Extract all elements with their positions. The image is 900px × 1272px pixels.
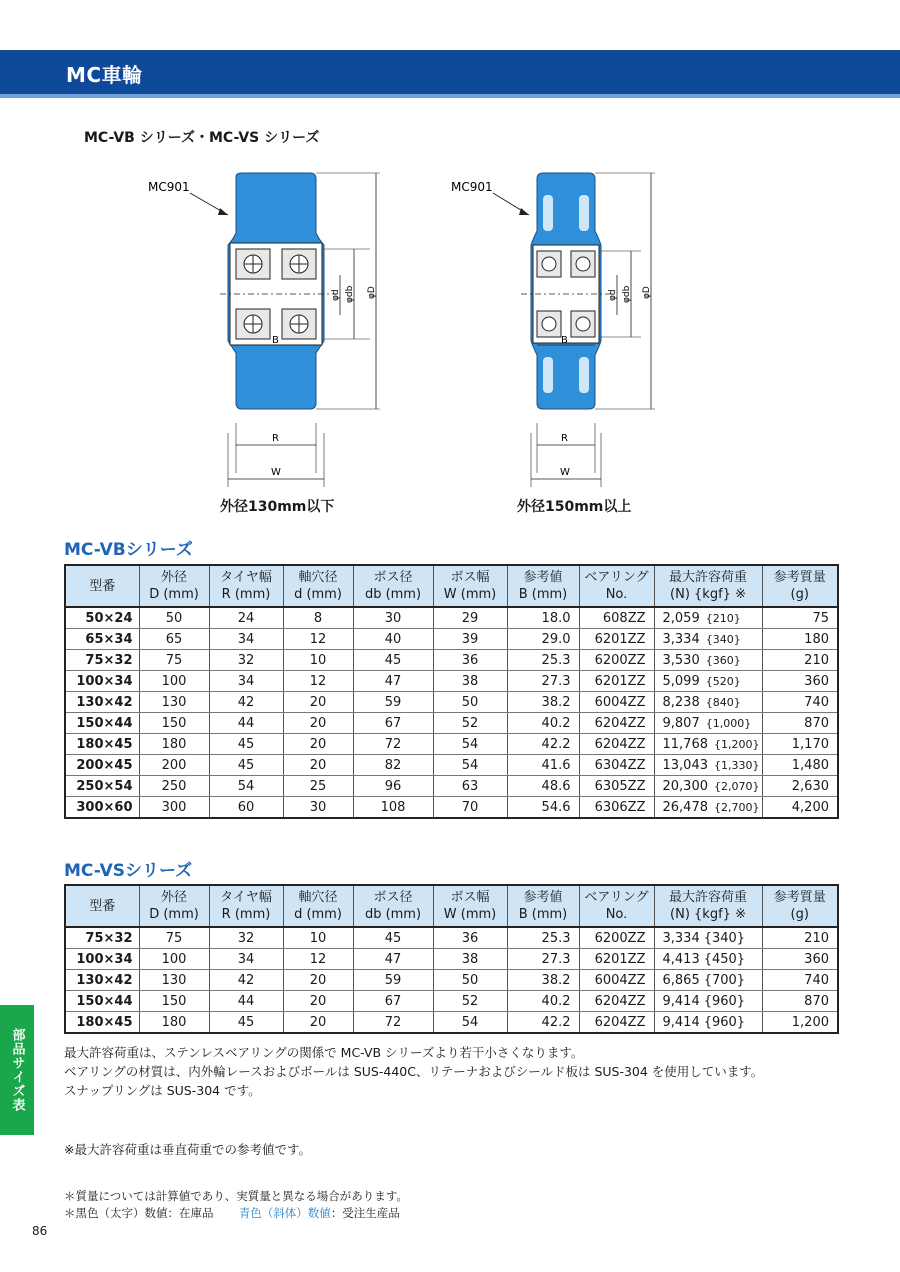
cell-b: 54.6 (507, 797, 579, 819)
cell-r: 24 (209, 607, 283, 629)
svg-text:W: W (271, 467, 281, 478)
caption-small-wheel: 外径130mm以下 (220, 499, 335, 515)
column-header: ボス径 db (mm) (353, 885, 433, 927)
column-header: 軸穴径 d (mm) (283, 885, 353, 927)
cell-db: 47 (353, 671, 433, 692)
small-note-line (64, 1205, 408, 1222)
cell-db: 96 (353, 776, 433, 797)
cell-mass: 1,170 (762, 734, 838, 755)
svg-text:W: W (560, 467, 570, 478)
cell-d: 130 (139, 970, 209, 991)
cell-w: 54 (433, 755, 507, 776)
cell-b: 38.2 (507, 692, 579, 713)
cell-d: 12 (283, 949, 353, 970)
cell-d: 20 (283, 991, 353, 1012)
cell-model: 100×34 (65, 949, 139, 970)
vs-table-header (65, 885, 838, 927)
cell-mass: 75 (762, 607, 838, 629)
svg-text:φd: φd (608, 289, 618, 301)
cell-d: 20 (283, 692, 353, 713)
cell-bearing: 6201ZZ (579, 671, 654, 692)
cell-r: 44 (209, 713, 283, 734)
vs-section-title: MC-VSシリーズ (64, 861, 193, 881)
cell-r: 42 (209, 970, 283, 991)
column-header: ベアリング No. (579, 885, 654, 927)
cell-max-load: 2,059 {210} (654, 607, 762, 629)
cell-b: 42.2 (507, 734, 579, 755)
cell-d: 12 (283, 671, 353, 692)
page-number: 86 (32, 1224, 48, 1238)
column-header: 外径 D (mm) (139, 565, 209, 607)
cell-mass: 4,200 (762, 797, 838, 819)
table-row (65, 755, 838, 776)
cell-mass: 870 (762, 713, 838, 734)
cell-d: 20 (283, 970, 353, 991)
cell-model: 130×42 (65, 692, 139, 713)
svg-text:φD: φD (367, 286, 377, 299)
note-line: スナップリングは SUS-304 です。 (64, 1083, 261, 1098)
column-header: 参考値 B (mm) (507, 565, 579, 607)
cell-d: 250 (139, 776, 209, 797)
cell-mass: 740 (762, 692, 838, 713)
cell-r: 34 (209, 949, 283, 970)
cell-d: 20 (283, 734, 353, 755)
cell-r: 44 (209, 991, 283, 1012)
cell-d: 10 (283, 650, 353, 671)
cell-db: 82 (353, 755, 433, 776)
cell-db: 67 (353, 713, 433, 734)
cell-max-load: 9,807 {1,000} (654, 713, 762, 734)
cell-max-load: 9,414 {960} (654, 991, 762, 1012)
cell-d: 100 (139, 671, 209, 692)
cell-bearing: 6204ZZ (579, 1012, 654, 1034)
notes (64, 1043, 763, 1100)
cell-max-load: 4,413 {450} (654, 949, 762, 970)
column-header: タイヤ幅 R (mm) (209, 885, 283, 927)
cell-bearing: 6305ZZ (579, 776, 654, 797)
cell-max-load: 26,478 {2,700} (654, 797, 762, 819)
cell-model: 75×32 (65, 650, 139, 671)
cell-d: 75 (139, 650, 209, 671)
cell-model: 50×24 (65, 607, 139, 629)
cell-model: 150×44 (65, 713, 139, 734)
cell-r: 32 (209, 927, 283, 949)
cell-b: 29.0 (507, 629, 579, 650)
cell-d: 8 (283, 607, 353, 629)
cell-b: 18.0 (507, 607, 579, 629)
column-header: 型番 (65, 885, 139, 927)
cell-r: 45 (209, 755, 283, 776)
svg-text:B: B (561, 335, 568, 346)
cell-b: 48.6 (507, 776, 579, 797)
cell-d: 300 (139, 797, 209, 819)
cell-model: 75×32 (65, 927, 139, 949)
svg-text:φdb: φdb (345, 285, 355, 303)
cell-r: 54 (209, 776, 283, 797)
cell-model: 100×34 (65, 671, 139, 692)
table-row (65, 1012, 838, 1034)
cell-b: 25.3 (507, 927, 579, 949)
width-dims-small (140, 423, 400, 493)
cell-r: 42 (209, 692, 283, 713)
cell-db: 59 (353, 970, 433, 991)
cell-bearing: 6200ZZ (579, 650, 654, 671)
column-header: 外径 D (mm) (139, 885, 209, 927)
vs-spec-table (64, 884, 839, 1034)
cell-w: 63 (433, 776, 507, 797)
cell-mass: 360 (762, 949, 838, 970)
cell-max-load: 3,334 {340} (654, 629, 762, 650)
cell-w: 52 (433, 991, 507, 1012)
cell-b: 25.3 (507, 650, 579, 671)
table-row (65, 991, 838, 1012)
table-row (65, 650, 838, 671)
table-row (65, 629, 838, 650)
cell-mass: 210 (762, 650, 838, 671)
cell-model: 180×45 (65, 734, 139, 755)
cell-d: 65 (139, 629, 209, 650)
column-header: タイヤ幅 R (mm) (209, 565, 283, 607)
cell-b: 41.6 (507, 755, 579, 776)
column-header: 参考質量 (g) (762, 885, 838, 927)
cell-db: 67 (353, 991, 433, 1012)
cell-w: 54 (433, 734, 507, 755)
svg-text:R: R (561, 433, 568, 444)
cell-max-load: 3,530 {360} (654, 650, 762, 671)
cell-db: 72 (353, 734, 433, 755)
cell-bearing: 6304ZZ (579, 755, 654, 776)
cell-b: 27.3 (507, 671, 579, 692)
cell-model: 250×54 (65, 776, 139, 797)
cell-db: 108 (353, 797, 433, 819)
cell-d: 180 (139, 1012, 209, 1034)
cell-d: 10 (283, 927, 353, 949)
cell-mass: 360 (762, 671, 838, 692)
cell-d: 30 (283, 797, 353, 819)
cell-d: 130 (139, 692, 209, 713)
cell-d: 200 (139, 755, 209, 776)
cell-r: 32 (209, 650, 283, 671)
header-bar (0, 50, 900, 98)
cell-mass: 1,480 (762, 755, 838, 776)
cell-d: 20 (283, 1012, 353, 1034)
cell-mass: 870 (762, 991, 838, 1012)
svg-text:φd: φd (331, 289, 341, 301)
cell-db: 72 (353, 1012, 433, 1034)
cell-model: 300×60 (65, 797, 139, 819)
cell-bearing: 608ZZ (579, 607, 654, 629)
table-row (65, 927, 838, 949)
column-header: 最大許容荷重 (N) {kgf} ※ (654, 565, 762, 607)
svg-text:φD: φD (642, 286, 652, 299)
column-header: 最大許容荷重 (N) {kgf} ※ (654, 885, 762, 927)
cell-w: 38 (433, 949, 507, 970)
small-note-line: ＊質量については計算値であり、実質量と異なる場合があります。 (64, 1189, 408, 1203)
legend-stock: ＊黒色（太字）数値：在庫品 (64, 1206, 214, 1220)
cell-b: 42.2 (507, 1012, 579, 1034)
cell-d: 150 (139, 713, 209, 734)
table-row (65, 607, 838, 629)
cell-bearing: 6204ZZ (579, 713, 654, 734)
cell-w: 50 (433, 692, 507, 713)
column-header: ベアリング No. (579, 565, 654, 607)
cell-w: 36 (433, 927, 507, 949)
cell-max-load: 9,414 {960} (654, 1012, 762, 1034)
cell-bearing: 6204ZZ (579, 734, 654, 755)
footnote: ※最大許容荷重は垂直荷重での参考値です。 (64, 1142, 311, 1157)
legend-made-to-order-suffix: ：受注生産品 (330, 1206, 400, 1220)
cell-mass: 1,200 (762, 1012, 838, 1034)
cell-w: 39 (433, 629, 507, 650)
cell-d: 150 (139, 991, 209, 1012)
cell-w: 70 (433, 797, 507, 819)
cell-db: 45 (353, 927, 433, 949)
cell-bearing: 6201ZZ (579, 949, 654, 970)
cell-model: 200×45 (65, 755, 139, 776)
cell-r: 45 (209, 1012, 283, 1034)
column-header: 参考質量 (g) (762, 565, 838, 607)
cell-max-load: 6,865 {700} (654, 970, 762, 991)
cell-b: 27.3 (507, 949, 579, 970)
cell-b: 38.2 (507, 970, 579, 991)
cell-d: 75 (139, 927, 209, 949)
cell-d: 12 (283, 629, 353, 650)
column-header: 参考値 B (mm) (507, 885, 579, 927)
note-line: 最大許容荷重は、ステンレスベアリングの関係で MC-VB シリーズより若干小さくなります。 (64, 1045, 584, 1060)
cell-r: 60 (209, 797, 283, 819)
table-row (65, 797, 838, 819)
cell-d: 100 (139, 949, 209, 970)
cell-bearing: 6200ZZ (579, 927, 654, 949)
cell-mass: 2,630 (762, 776, 838, 797)
vb-table-body (65, 607, 838, 818)
cell-db: 59 (353, 692, 433, 713)
column-header: 軸穴径 d (mm) (283, 565, 353, 607)
cell-model: 130×42 (65, 970, 139, 991)
vb-spec-table (64, 564, 839, 819)
cell-mass: 210 (762, 927, 838, 949)
cell-bearing: 6201ZZ (579, 629, 654, 650)
cell-model: 180×45 (65, 1012, 139, 1034)
svg-text:φdb: φdb (622, 285, 632, 303)
note-line: ベアリングの材質は、内外輪レースおよびボールは SUS-440C、リテーナおよびシールド板は SUS-304 を使用しています。 (64, 1064, 764, 1079)
cell-r: 34 (209, 671, 283, 692)
cell-bearing: 6004ZZ (579, 970, 654, 991)
column-header: 型番 (65, 565, 139, 607)
table-row (65, 671, 838, 692)
wheel-cross-section-large (445, 165, 685, 425)
cell-max-load: 5,099 {520} (654, 671, 762, 692)
cell-w: 50 (433, 970, 507, 991)
cell-w: 52 (433, 713, 507, 734)
table-row (65, 949, 838, 970)
vb-section-title: MC-VBシリーズ (64, 540, 193, 560)
cell-model: 65×34 (65, 629, 139, 650)
table-row (65, 713, 838, 734)
cell-db: 47 (353, 949, 433, 970)
page-title: MC車輪 (66, 63, 143, 87)
cell-mass: 180 (762, 629, 838, 650)
caption-large-wheel: 外径150mm以上 (517, 499, 632, 515)
cell-d: 180 (139, 734, 209, 755)
table-row (65, 692, 838, 713)
vs-table-body (65, 927, 838, 1033)
cell-r: 45 (209, 734, 283, 755)
cell-w: 38 (433, 671, 507, 692)
table-row (65, 734, 838, 755)
cell-db: 45 (353, 650, 433, 671)
cell-bearing: 6204ZZ (579, 991, 654, 1012)
legend-made-to-order: 青色（斜体）数値 (238, 1206, 331, 1220)
cell-r: 34 (209, 629, 283, 650)
series-heading: MC-VB シリーズ・MC-VS シリーズ (84, 130, 320, 146)
cell-d: 50 (139, 607, 209, 629)
cell-b: 40.2 (507, 991, 579, 1012)
cell-d: 25 (283, 776, 353, 797)
cell-max-load: 13,043 {1,330} (654, 755, 762, 776)
cell-db: 30 (353, 607, 433, 629)
cell-d: 20 (283, 755, 353, 776)
part-label: MC901 (148, 180, 190, 194)
cell-db: 40 (353, 629, 433, 650)
wheel-cross-section-small (140, 165, 400, 425)
cell-w: 36 (433, 650, 507, 671)
cell-max-load: 20,300 {2,070} (654, 776, 762, 797)
cell-max-load: 3,334 {340} (654, 927, 762, 949)
small-notes (64, 1188, 408, 1222)
column-header: ボス幅 W (mm) (433, 565, 507, 607)
width-dims-large (445, 423, 685, 493)
diagram-large-wheel (445, 165, 685, 493)
cell-bearing: 6306ZZ (579, 797, 654, 819)
svg-text:B: B (272, 335, 279, 346)
cell-b: 40.2 (507, 713, 579, 734)
column-header: ボス径 db (mm) (353, 565, 433, 607)
side-tab-parts-size-table[interactable]: 部品サイズ表 (0, 1005, 34, 1135)
cell-max-load: 8,238 {840} (654, 692, 762, 713)
part-label: MC901 (451, 180, 493, 194)
cell-mass: 740 (762, 970, 838, 991)
cell-w: 29 (433, 607, 507, 629)
cell-model: 150×44 (65, 991, 139, 1012)
cell-d: 20 (283, 713, 353, 734)
cell-max-load: 11,768 {1,200} (654, 734, 762, 755)
diagram-small-wheel (140, 165, 400, 493)
cell-w: 54 (433, 1012, 507, 1034)
table-row (65, 776, 838, 797)
cell-bearing: 6004ZZ (579, 692, 654, 713)
svg-text:R: R (272, 433, 279, 444)
column-header: ボス幅 W (mm) (433, 885, 507, 927)
table-row (65, 970, 838, 991)
vb-table-header (65, 565, 838, 607)
